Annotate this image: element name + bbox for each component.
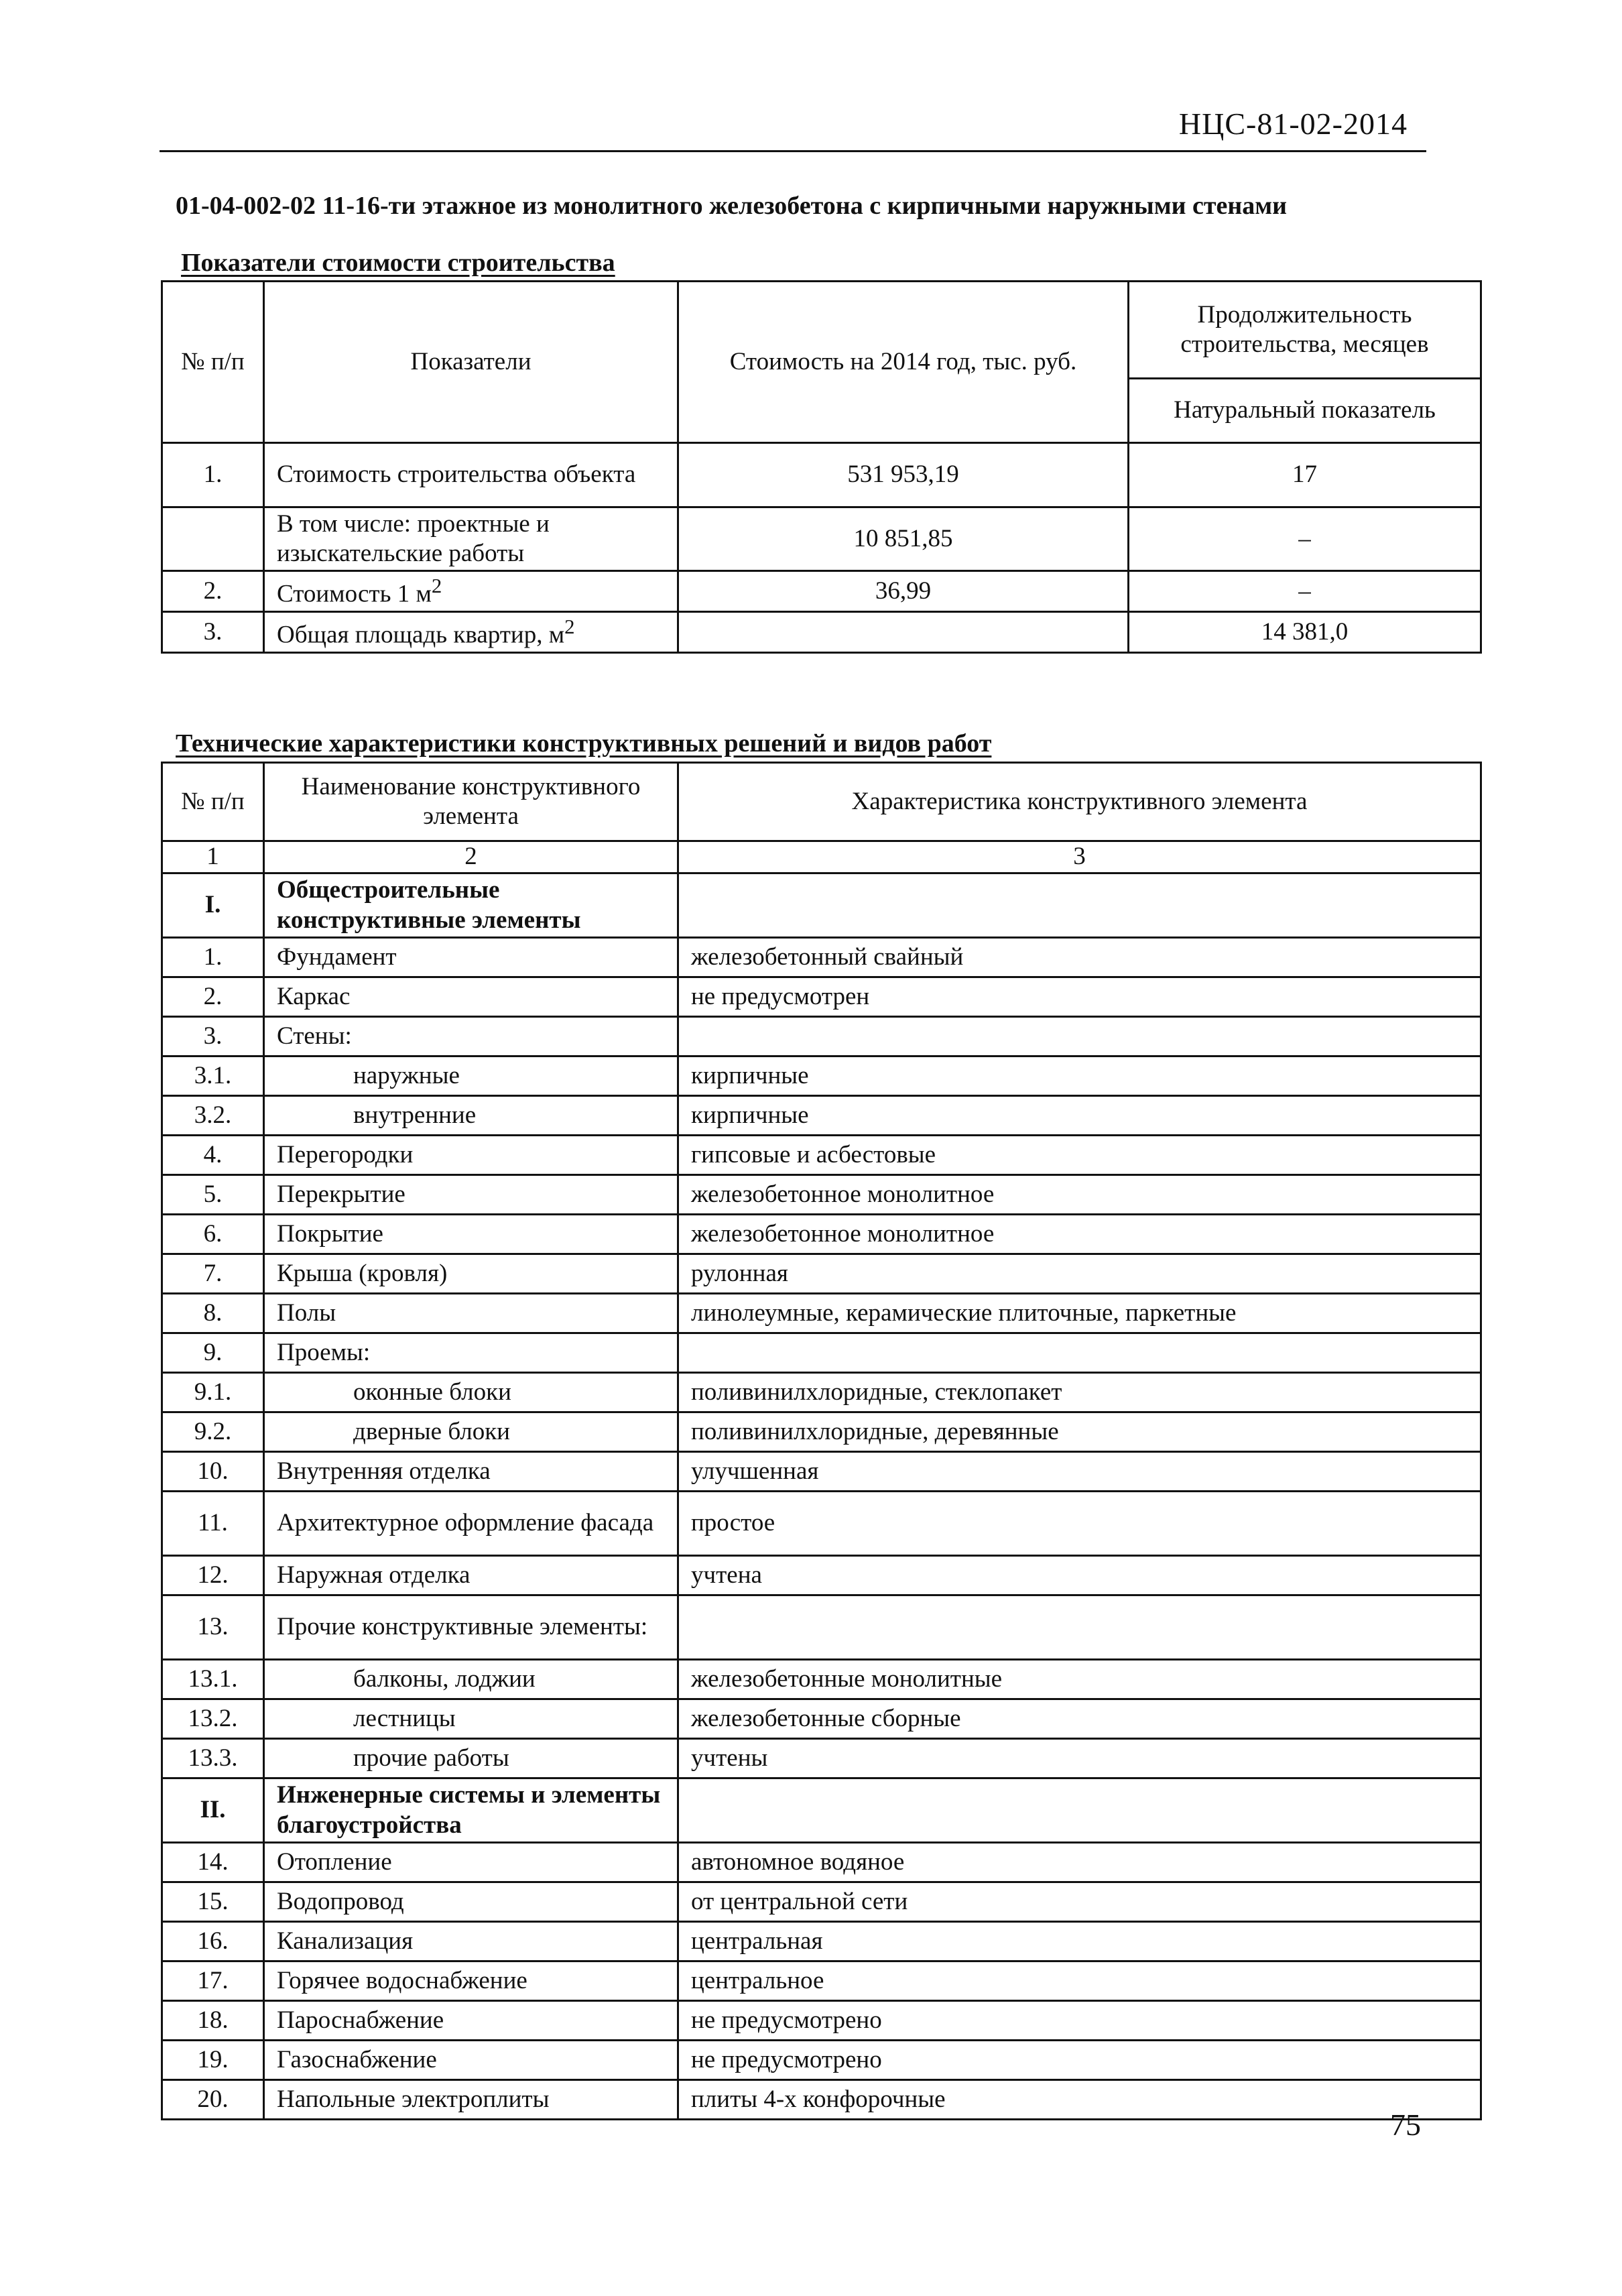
tech-cell-char: простое bbox=[678, 1492, 1481, 1556]
tech-cell-name: Архитектурное оформление фасада bbox=[264, 1492, 678, 1556]
tech-cell-num: 9.1. bbox=[162, 1373, 264, 1412]
costs-head-natural: Натуральный показатель bbox=[1129, 379, 1481, 443]
section-title-technical: Технические характеристики конструктивных решений и видов работ bbox=[176, 729, 992, 758]
tech-cell-char: поливинилхлоридные, деревянные bbox=[678, 1412, 1481, 1452]
superscript-2: 2 bbox=[564, 615, 575, 638]
header-rule bbox=[160, 150, 1426, 152]
tech-cell-char bbox=[678, 1595, 1481, 1660]
tech-cell-num: 13. bbox=[162, 1595, 264, 1660]
tech-cell-num: 12. bbox=[162, 1556, 264, 1595]
technical-row bbox=[162, 2041, 1481, 2080]
costs-cell-num: 3. bbox=[162, 612, 264, 653]
costs-cell-cost: 10 851,85 bbox=[678, 507, 1129, 571]
technical-table bbox=[161, 762, 1482, 2120]
superscript-2: 2 bbox=[431, 574, 442, 597]
tech-cell-name: внутренние bbox=[264, 1096, 678, 1136]
technical-row bbox=[162, 1843, 1481, 1882]
tech-cell-num: 5. bbox=[162, 1175, 264, 1215]
technical-row bbox=[162, 977, 1481, 1017]
costs-row bbox=[162, 612, 1481, 653]
tech-cell-name: Крыша (кровля) bbox=[264, 1254, 678, 1294]
technical-row bbox=[162, 1175, 1481, 1215]
tech-cell-num: 13.1. bbox=[162, 1660, 264, 1699]
tech-cell-num: 20. bbox=[162, 2080, 264, 2120]
tech-cell-name: Стены: bbox=[264, 1017, 678, 1056]
tech-cell-char: железобетонное монолитное bbox=[678, 1175, 1481, 1215]
costs-row bbox=[162, 443, 1481, 507]
tech-cell-char: гипсовые и асбестовые bbox=[678, 1136, 1481, 1175]
costs-cell-duration: – bbox=[1129, 507, 1481, 571]
costs-cell-duration: 17 bbox=[1129, 443, 1481, 507]
technical-row bbox=[162, 1556, 1481, 1595]
tech-cell-name: Прочие конструктивные элементы: bbox=[264, 1595, 678, 1660]
tech-cell-num: 6. bbox=[162, 1215, 264, 1254]
technical-row bbox=[162, 1660, 1481, 1699]
costs-cell-label bbox=[264, 612, 678, 653]
tech-cell-char: железобетонные сборные bbox=[678, 1699, 1481, 1739]
tech-cell-char: учтена bbox=[678, 1556, 1481, 1595]
tech-cell-num: 9. bbox=[162, 1333, 264, 1373]
tech-cell-name: Проемы: bbox=[264, 1333, 678, 1373]
tech-head-char: Характеристика конструктивного элемента bbox=[678, 763, 1481, 841]
tech-cell-name: Инженерные системы и элементы благоустройства bbox=[264, 1778, 678, 1843]
tech-cell-char bbox=[678, 1017, 1481, 1056]
tech-colnum-2: 2 bbox=[264, 841, 678, 873]
technical-row bbox=[162, 1699, 1481, 1739]
tech-cell-num: 13.3. bbox=[162, 1739, 264, 1778]
tech-cell-char: учтены bbox=[678, 1739, 1481, 1778]
tech-cell-char bbox=[678, 1778, 1481, 1843]
tech-cell-char: рулонная bbox=[678, 1254, 1481, 1294]
technical-table-body bbox=[162, 763, 1481, 2120]
tech-cell-char: линолеумные, керамические плиточные, паркетные bbox=[678, 1294, 1481, 1333]
technical-row bbox=[162, 1294, 1481, 1333]
tech-head-name: Наименование конструктивного элемента bbox=[264, 763, 678, 841]
costs-label-text: Общая площадь квартир, м bbox=[277, 620, 565, 648]
tech-cell-char: от центральной сети bbox=[678, 1882, 1481, 1922]
costs-table bbox=[161, 280, 1482, 654]
tech-cell-name: Отопление bbox=[264, 1843, 678, 1882]
tech-cell-char: не предусмотрено bbox=[678, 2001, 1481, 2041]
tech-cell-num: 15. bbox=[162, 1882, 264, 1922]
tech-colnum-3: 3 bbox=[678, 841, 1481, 873]
technical-row bbox=[162, 1254, 1481, 1294]
costs-row bbox=[162, 507, 1481, 571]
costs-cell-num: 1. bbox=[162, 443, 264, 507]
tech-cell-name: Газоснабжение bbox=[264, 2041, 678, 2080]
technical-row bbox=[162, 938, 1481, 977]
tech-cell-name: балконы, лоджии bbox=[264, 1660, 678, 1699]
document-code: НЦС-81-02-2014 bbox=[1178, 107, 1408, 141]
costs-head-num: № п/п bbox=[162, 282, 264, 443]
technical-row bbox=[162, 1215, 1481, 1254]
tech-cell-num: 19. bbox=[162, 2041, 264, 2080]
costs-cell-label: Стоимость строительства объекта bbox=[264, 443, 678, 507]
tech-cell-num: 18. bbox=[162, 2001, 264, 2041]
tech-cell-num: II. bbox=[162, 1778, 264, 1843]
tech-cell-num: 11. bbox=[162, 1492, 264, 1556]
tech-cell-char: не предусмотрено bbox=[678, 2041, 1481, 2080]
tech-cell-char: не предусмотрен bbox=[678, 977, 1481, 1017]
tech-cell-name: дверные блоки bbox=[264, 1412, 678, 1452]
tech-cell-num: 14. bbox=[162, 1843, 264, 1882]
tech-cell-num: 4. bbox=[162, 1136, 264, 1175]
tech-cell-char: железобетонное монолитное bbox=[678, 1215, 1481, 1254]
tech-cell-name: Пароснабжение bbox=[264, 2001, 678, 2041]
tech-cell-num: 10. bbox=[162, 1452, 264, 1492]
tech-cell-name: Полы bbox=[264, 1294, 678, 1333]
tech-cell-num: 9.2. bbox=[162, 1412, 264, 1452]
tech-cell-name: Канализация bbox=[264, 1922, 678, 1961]
costs-row bbox=[162, 571, 1481, 612]
technical-row bbox=[162, 1136, 1481, 1175]
costs-cell-cost bbox=[678, 612, 1129, 653]
technical-row bbox=[162, 1492, 1481, 1556]
technical-row bbox=[162, 1412, 1481, 1452]
costs-cell-cost: 531 953,19 bbox=[678, 443, 1129, 507]
tech-cell-name: лестницы bbox=[264, 1699, 678, 1739]
tech-cell-name: прочие работы bbox=[264, 1739, 678, 1778]
tech-cell-num: 3.1. bbox=[162, 1056, 264, 1096]
costs-cell-cost: 36,99 bbox=[678, 571, 1129, 612]
tech-cell-char bbox=[678, 1333, 1481, 1373]
tech-cell-char: железобетонный свайный bbox=[678, 938, 1481, 977]
costs-label-text: Стоимость 1 м bbox=[277, 579, 432, 607]
tech-cell-name: Внутренняя отделка bbox=[264, 1452, 678, 1492]
technical-row bbox=[162, 1056, 1481, 1096]
tech-cell-name: Общестроительные конструктивные элементы bbox=[264, 873, 678, 938]
tech-cell-char: улучшенная bbox=[678, 1452, 1481, 1492]
tech-cell-name: Каркас bbox=[264, 977, 678, 1017]
technical-row bbox=[162, 1017, 1481, 1056]
section-title-costs: Показатели стоимости строительства bbox=[181, 249, 615, 277]
tech-cell-char: автономное водяное bbox=[678, 1843, 1481, 1882]
technical-row bbox=[162, 1778, 1481, 1843]
tech-cell-num: 13.2. bbox=[162, 1699, 264, 1739]
tech-cell-name: Фундамент bbox=[264, 938, 678, 977]
tech-cell-char: кирпичные bbox=[678, 1056, 1481, 1096]
costs-cell-duration: 14 381,0 bbox=[1129, 612, 1481, 653]
tech-cell-char bbox=[678, 873, 1481, 938]
tech-cell-num: 3.2. bbox=[162, 1096, 264, 1136]
tech-cell-num: 2. bbox=[162, 977, 264, 1017]
technical-row bbox=[162, 1373, 1481, 1412]
tech-cell-num: 3. bbox=[162, 1017, 264, 1056]
tech-cell-name: наружные bbox=[264, 1056, 678, 1096]
document-title: 01-04-002-02 11-16-ти этажное из монолитного железобетона с кирпичными наружными стенами bbox=[176, 192, 1288, 220]
costs-cell-num: 2. bbox=[162, 571, 264, 612]
technical-row bbox=[162, 1882, 1481, 1922]
tech-cell-num: I. bbox=[162, 873, 264, 938]
tech-cell-name: Наружная отделка bbox=[264, 1556, 678, 1595]
technical-row bbox=[162, 1922, 1481, 1961]
tech-cell-num: 7. bbox=[162, 1254, 264, 1294]
tech-cell-name: Покрытие bbox=[264, 1215, 678, 1254]
tech-colnum-1: 1 bbox=[162, 841, 264, 873]
technical-row bbox=[162, 1333, 1481, 1373]
tech-cell-char: железобетонные монолитные bbox=[678, 1660, 1481, 1699]
tech-cell-name: оконные блоки bbox=[264, 1373, 678, 1412]
costs-cell-label: В том числе: проектные и изыскательские работы bbox=[264, 507, 678, 571]
technical-row bbox=[162, 2080, 1481, 2120]
tech-cell-num: 1. bbox=[162, 938, 264, 977]
tech-cell-num: 17. bbox=[162, 1961, 264, 2001]
technical-row bbox=[162, 1739, 1481, 1778]
technical-row bbox=[162, 873, 1481, 938]
tech-cell-num: 8. bbox=[162, 1294, 264, 1333]
costs-cell-num bbox=[162, 507, 264, 571]
tech-cell-char: поливинилхлоридные, стеклопакет bbox=[678, 1373, 1481, 1412]
tech-cell-num: 16. bbox=[162, 1922, 264, 1961]
tech-cell-name: Горячее водоснабжение bbox=[264, 1961, 678, 2001]
tech-cell-name: Напольные электроплиты bbox=[264, 2080, 678, 2120]
page-number: 75 bbox=[1390, 2108, 1421, 2142]
technical-row bbox=[162, 1961, 1481, 2001]
technical-row bbox=[162, 2001, 1481, 2041]
tech-head-num: № п/п bbox=[162, 763, 264, 841]
tech-cell-name: Водопровод bbox=[264, 1882, 678, 1922]
costs-cell-label bbox=[264, 571, 678, 612]
technical-row bbox=[162, 1096, 1481, 1136]
costs-head-cost: Стоимость на 2014 год, тыс. руб. bbox=[678, 282, 1129, 443]
tech-cell-char: центральная bbox=[678, 1922, 1481, 1961]
technical-row bbox=[162, 1452, 1481, 1492]
tech-cell-char: кирпичные bbox=[678, 1096, 1481, 1136]
tech-cell-name: Перекрытие bbox=[264, 1175, 678, 1215]
costs-cell-duration: – bbox=[1129, 571, 1481, 612]
tech-cell-char: центральное bbox=[678, 1961, 1481, 2001]
tech-cell-char: плиты 4-х конфорочные bbox=[678, 2080, 1481, 2120]
technical-row bbox=[162, 1595, 1481, 1660]
costs-head-indicator: Показатели bbox=[264, 282, 678, 443]
costs-head-duration: Продолжительность строительства, месяцев bbox=[1129, 282, 1481, 379]
tech-cell-name: Перегородки bbox=[264, 1136, 678, 1175]
